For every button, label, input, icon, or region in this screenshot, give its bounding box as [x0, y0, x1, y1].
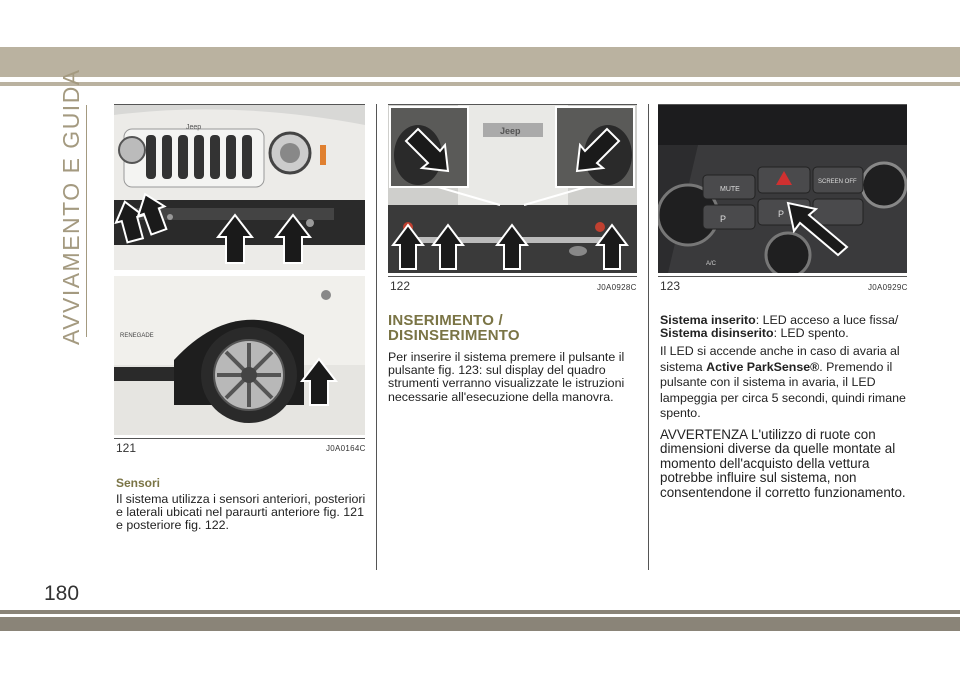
- figure-121-photo: [114, 105, 365, 435]
- figure-122-code: J0A0928C: [597, 283, 637, 292]
- chapter-title: AVVIAMENTO E GUIDA: [58, 68, 84, 345]
- header-rule: [0, 82, 960, 86]
- svg-text:P: P: [720, 214, 727, 224]
- figure-121-caption-rule: [114, 438, 365, 439]
- figure-123-caption-rule: [658, 276, 907, 277]
- svg-text:MUTE: MUTE: [720, 186, 740, 193]
- footer-rule: [0, 610, 960, 614]
- svg-text:SCREEN OFF: SCREEN OFF: [818, 179, 857, 185]
- label-system-off: Sistema disinserito: [660, 326, 774, 341]
- column-divider-1: [376, 104, 377, 570]
- page-number: 180: [44, 582, 80, 605]
- parksense-brand: Active ParkSense®: [706, 359, 820, 374]
- label-system-on: Sistema inserito: [660, 313, 756, 327]
- figure-122-number: 122: [390, 279, 411, 293]
- section-heading-line1: INSERIMENTO /: [388, 312, 503, 329]
- fault-text-end: . Premendo il pulsante con il sistema in avaria, il LED lampeggia per circa 5 secondi, quindi rimane spento.: [660, 359, 906, 420]
- section-heading-line2: DISINSERIMENTO: [388, 327, 520, 344]
- svg-text:Jeep: Jeep: [186, 124, 202, 131]
- footer-band: [0, 617, 960, 631]
- led-fault-paragraph: [660, 344, 910, 422]
- column-divider-2: [648, 104, 649, 570]
- text-system-on: : LED acceso a luce fissa/: [755, 313, 899, 327]
- svg-text:P: P: [778, 209, 785, 219]
- sensori-paragraph: Il sistema utilizza i sensori anteriori, posteriori e laterali ubicati nel paraurti anteriore fig. 121 e posteriore fig. 122.: [116, 492, 366, 533]
- chapter-title-rule: [86, 105, 87, 337]
- section-heading: [388, 313, 520, 343]
- figure-123-code: J0A0929C: [868, 283, 908, 292]
- fault-text-start: Il LED si accende anche in caso di avaria al sistema: [660, 344, 900, 374]
- warning-paragraph: AVVERTENZA L'utilizzo di ruote con dimensioni diverse da quelle montate al momento dell'acquisto della vettura potrebbe influire sul sistema, non consentendone il corretto funzionamento.: [660, 427, 906, 500]
- text-system-off: : LED spento.: [773, 326, 849, 341]
- svg-text:Jeep: Jeep: [500, 126, 521, 136]
- led-status-paragraph: [660, 314, 910, 340]
- figure-122-caption-rule: [388, 276, 637, 277]
- header-band: [0, 47, 960, 77]
- svg-text:RENEGADE: RENEGADE: [120, 333, 154, 339]
- figure-123-number: 123: [660, 279, 681, 293]
- figure-122-photo: [388, 105, 637, 273]
- inserimento-paragraph: Per inserire il sistema premere il pulsante il pulsante fig. 123: sul display del quadro strumenti verranno visualizzate le istruzioni necessarie all'esecuzione della manovra.: [388, 350, 625, 404]
- sensori-heading: Sensori: [116, 476, 161, 490]
- figure-123-photo: [658, 105, 907, 273]
- figure-121-number: 121: [116, 441, 137, 455]
- svg-text:A/C: A/C: [706, 261, 717, 267]
- figure-121-code: J0A0164C: [326, 444, 366, 453]
